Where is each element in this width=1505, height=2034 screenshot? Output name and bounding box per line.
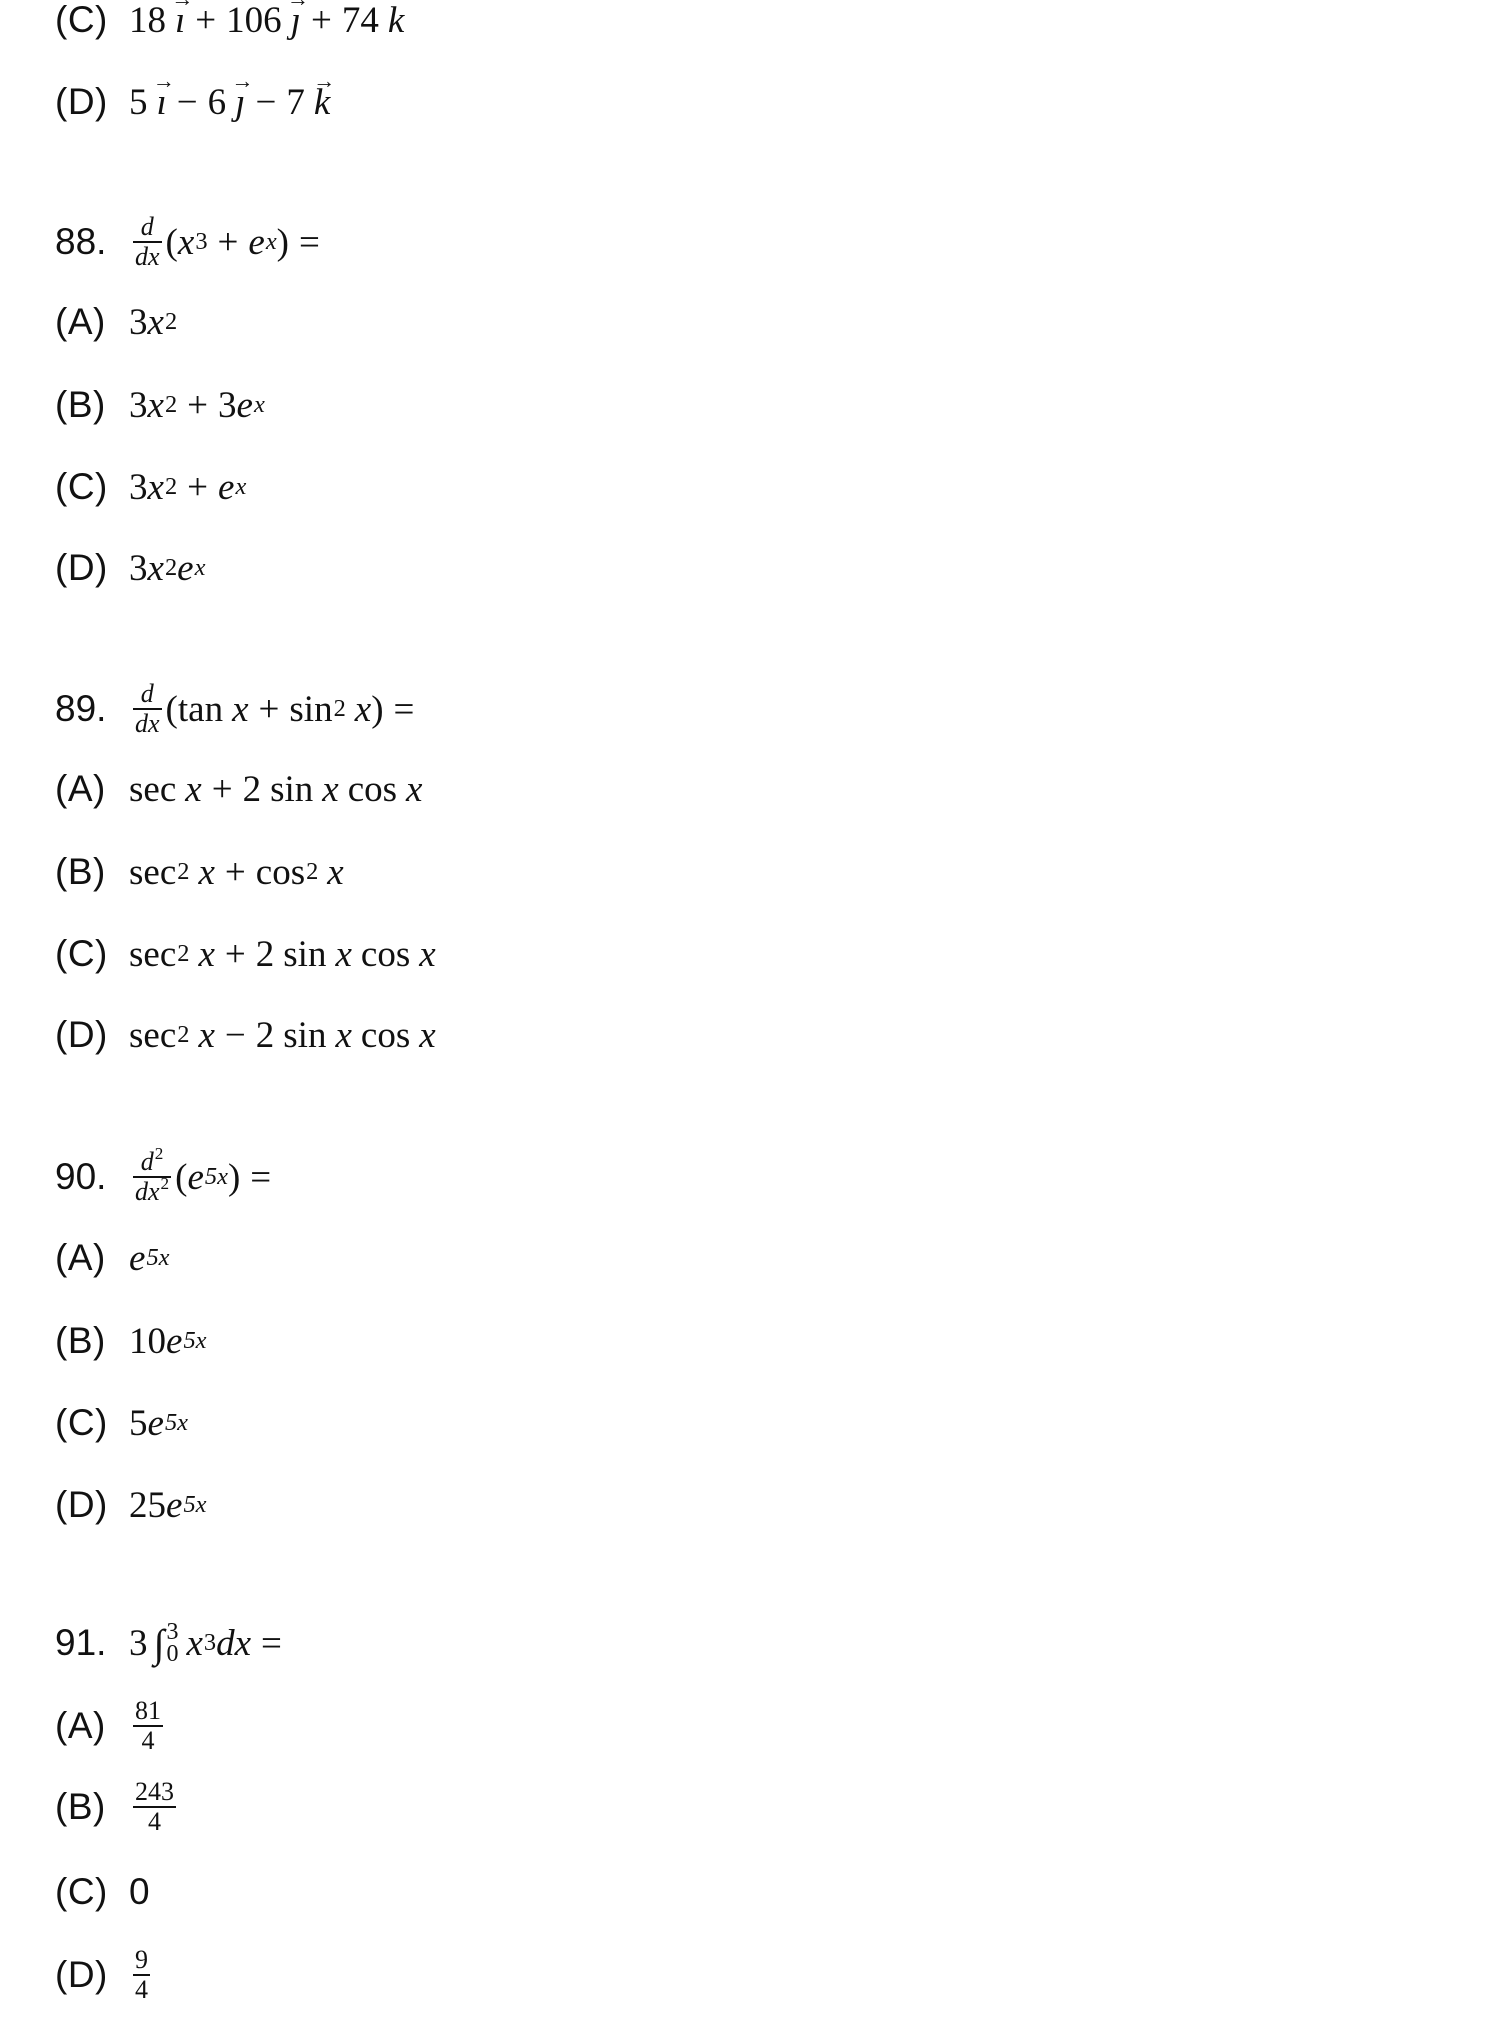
question-math: $\frac{d^2}{dx^2}$ ( e 5x ) = [135,1144,272,1206]
question-number: 89. [55,688,107,729]
question-89-option-c[interactable] [55,924,436,984]
option-math: 3 x 2 e x [129,547,206,589]
prev-option-c[interactable] [55,0,404,50]
option-math: sec x + 2 sin x cos x [129,768,423,810]
question-91-option-b[interactable] [55,1777,180,1837]
option-label: (A) [55,1237,106,1278]
question-88-option-a[interactable] [55,292,177,352]
option-label: (C) [55,466,108,507]
question-89-option-d[interactable] [55,1005,436,1065]
prev-option-d[interactable] [55,72,330,132]
question-number: 88. [55,221,107,262]
question-90-prompt [55,1144,281,1207]
option-label: (D) [55,1484,108,1525]
question-90-option-a[interactable] [55,1228,169,1288]
option-label: (C) [55,1402,108,1443]
question-91-option-c[interactable] [55,1862,150,1922]
option-math: 0 [129,1871,150,1912]
option-label: (A) [55,1705,106,1746]
option-math: $\frac{9}{4}$ [135,1945,148,2004]
question-89-option-a[interactable] [55,759,422,819]
question-90-option-d[interactable] [55,1475,206,1535]
option-math: 3 x 2 [129,301,178,343]
option-label: (B) [55,851,106,892]
option-math: 5 → ı − 6 → ȷ − 7 → k [129,81,330,124]
option-label: (C) [55,0,108,40]
option-math: 10 e 5x [129,1320,207,1362]
option-label: (D) [55,1954,108,1995]
option-math: 3 x 2 + e x [129,466,247,508]
option-label: (C) [55,933,108,974]
question-88-option-b[interactable] [55,375,265,435]
question-88-option-c[interactable] [55,457,246,517]
integral-icon: ∫ [153,1620,165,1666]
question-91-option-d[interactable] [55,1945,154,2005]
question-88-option-d[interactable] [55,538,205,598]
question-math: $\frac{d}{dx}$ ( x 3 + e x ) = [135,212,320,271]
option-label: (B) [55,1320,106,1361]
option-math: 3 x 2 + 3 e x [129,384,265,426]
option-label: (D) [55,1014,108,1055]
question-math: $\frac{d}{dx}$ ( tan x + sin 2 x ) = [135,679,415,738]
option-label: (C) [55,1871,108,1912]
question-90-option-c[interactable] [55,1393,188,1453]
option-label: (A) [55,768,106,809]
option-math: $\frac{81}{4}$ [135,1696,161,1755]
option-label: (A) [55,301,106,342]
option-label: (D) [55,547,108,588]
option-math: sec 2 x + cos 2 x [129,851,344,893]
question-number: 91. [55,1622,107,1663]
question-91-option-a[interactable] [55,1696,167,1756]
question-88-prompt [55,212,330,272]
option-math: sec 2 x + 2 sin x cos x [129,933,436,975]
option-math: 25 e 5x [129,1484,207,1526]
question-number: 90. [55,1156,107,1197]
question-math: 3 ∫ 3 0 x 3 dx = [129,1619,282,1667]
question-89-prompt [55,679,424,739]
option-label: (B) [55,1786,106,1827]
question-91-prompt [55,1613,292,1673]
option-math: 18 → ı + 106 → ȷ + 74 k [129,0,404,42]
question-89-option-b[interactable] [55,842,344,902]
question-90-option-b[interactable] [55,1311,206,1371]
option-math: e 5x [129,1237,170,1279]
option-math: sec 2 x − 2 sin x cos x [129,1014,436,1056]
option-math: 5 e 5x [129,1402,188,1444]
option-label: (B) [55,384,106,425]
option-label: (D) [55,81,108,122]
option-math: $\frac{243}{4}$ [135,1777,174,1836]
